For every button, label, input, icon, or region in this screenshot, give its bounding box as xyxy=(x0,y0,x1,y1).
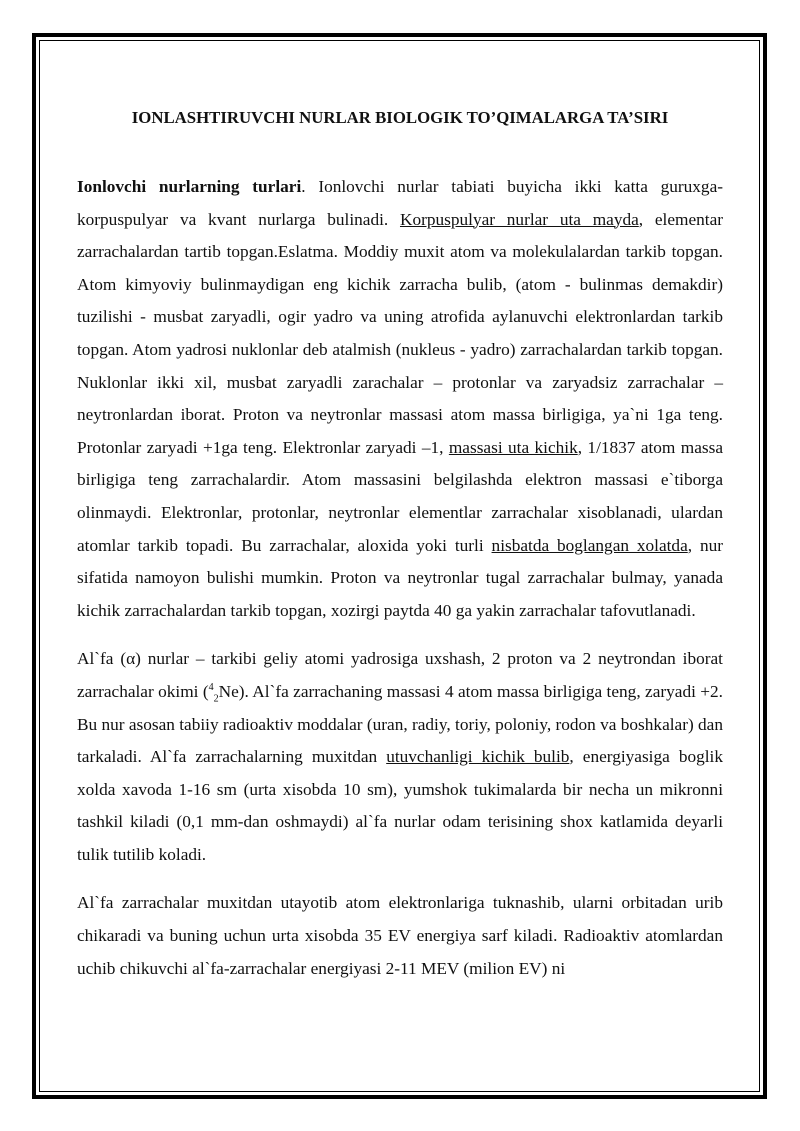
paragraph-text: Ne). Al`fa zarrachaning massasi 4 atom massa birligiga teng, zaryadi +2. Bu nur asosan tabiiy radioaktiv moddalar (uran, radiy, toriy, poloniy, rodon va boshkalar) dan tarkaladi. Al`fa zarrachalarning muxitdan xyxy=(77,681,723,767)
atomic-number: 2 xyxy=(213,693,219,705)
paragraph-text: , 1/1837 atom massa birligiga teng zarrachalardir. Atom massasini belgilashda elektron massasi e`tiborga olinmaydi. Elektronlar, protonlar, neytronlar elementlar zarrachalar xisoblanadi, ulardan atomlar tarkib topadi. Bu zarrachalar, aloxida yoki turli xyxy=(77,437,724,555)
section-lead: Ionlovchi nurlarning turlari xyxy=(77,177,302,196)
underlined-phrase: massasi uta kichik xyxy=(448,437,578,457)
paragraph-text: , elementar zarrachalardan tartib topgan.Eslatma. Moddiy muxit atom va molekulalardan tarkib topgan. Atom kimyoviy bulinmaydigan eng kichik zarracha bulib, (atom - bulinmas demakdir) tuzilishi - musbat zaryadli, ogir yadro va uning atrofida aylanuvchi elektronlardan tarkib topgan. Atom yadrosi nuklonlar deb atalmish (nukleus - yadro) zarrachalardan tarkib topgan. Nuklonlar ikki xil, musbat zaryadli zarachalar – protonlar va zaryadsiz zarrachalar –neytronlardan iborat. Proton va neytronlar massasi atom massa birligiga, ya`ni 1ga teng. Protonlar zaryadi +1ga teng. Elektronlar zaryadi –1, xyxy=(77,209,723,457)
underlined-phrase: Korpuspulyar nurlar uta mayda xyxy=(399,209,639,229)
underlined-phrase: utuvchanligi kichik bulib xyxy=(386,747,570,767)
paragraph-text: , nur sifatida namoyon bulishi mumkin. Proton va neytronlar tugal zarrachalar bulmay, yanada kichik zarrachalardan tarkib topgan, xozirgi paytda 40 ga yakin zarrachalar tafovutlanadi. xyxy=(77,535,723,620)
underlined-phrase: nisbatda boglangan xolatda xyxy=(491,535,688,555)
paragraph-alpha-rays xyxy=(77,643,723,871)
document-title: IONLASHTIRUVCHI NURLAR BIOLOGIK TO’QIMALARGA TA’SIRI xyxy=(131,108,669,127)
paragraph-text: Al`fa zarrachalar muxitdan utayotib atom elektronlariga tuknashib, ularni orbitadan urib chikaradi va buning uchun urta xisobda 35 EV energiya sarf kiladi. Radioaktiv atomlardan uchib chikuvchi al`fa-zarrachalar energiyasi 2-11 MEV (milion EV) ni xyxy=(77,893,723,978)
document-body xyxy=(77,105,723,985)
paragraph-text: , energiyasiga boglik xolda xavoda 1-16 sm (urta xisobda 10 sm), yumshok tukimalarda bir necha un mikronni tashkil kiladi (0,1 mm-dan oshmaydi) al`fa nurlar odam terisining shox katlamida deyarli tulik tutilib koladi. xyxy=(77,747,723,864)
paragraph-alpha-particles xyxy=(77,887,723,985)
mass-number: 4 xyxy=(208,682,214,694)
paragraph-text: Al`fa (α) nurlar – tarkibi geliy atomi yadrosiga uxshash, 2 proton va 2 neytrondan iborat zarrachalar okimi ( xyxy=(77,649,723,701)
paragraph-ionizing-types xyxy=(77,171,723,627)
paragraph-text: . Ionlovchi nurlar tabiati buyicha ikki katta guruxga-korpuspulyar va kvant nurlarga bulinadi. xyxy=(77,177,723,229)
